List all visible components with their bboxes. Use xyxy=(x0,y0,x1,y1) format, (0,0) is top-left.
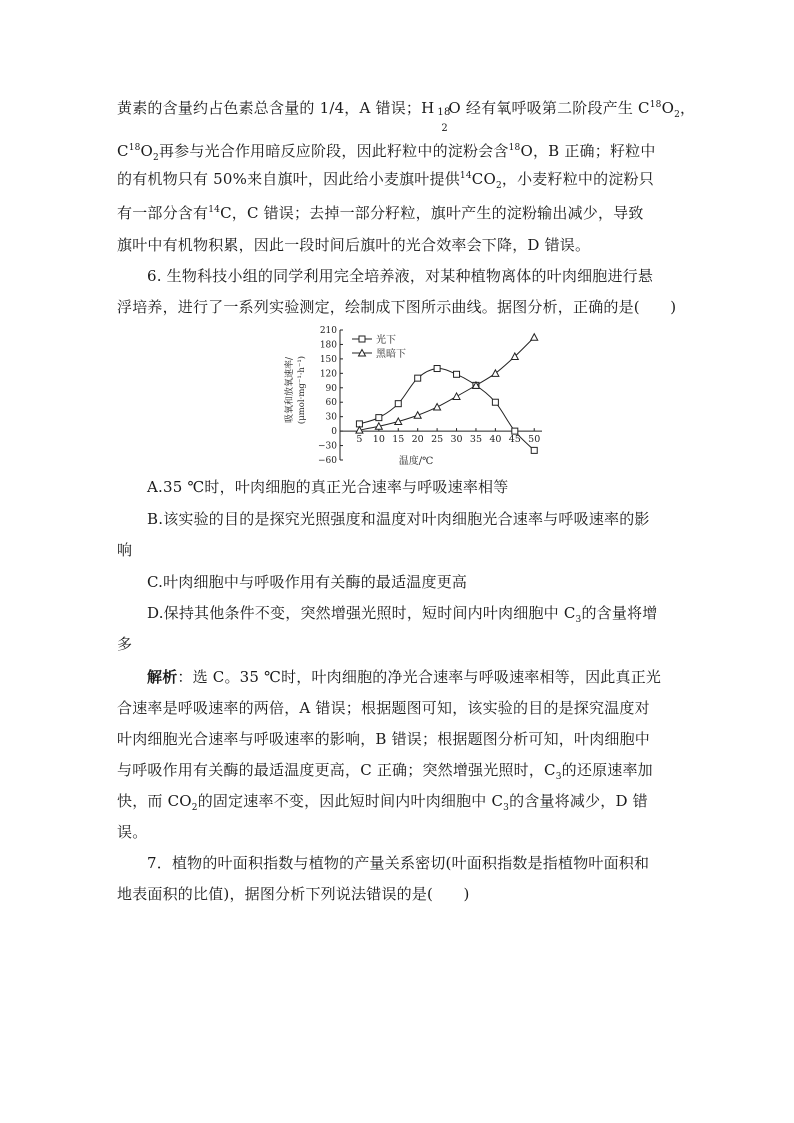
y-tick-label: 90 xyxy=(325,383,337,394)
y-tick-label: −30 xyxy=(318,441,337,452)
light-point xyxy=(395,401,401,407)
prev-line-5: 旗叶中有机物积累，因此一段时间后旗叶的光合效率会下降，D 错误。 xyxy=(117,236,591,254)
x-tick-label: 25 xyxy=(431,434,444,446)
answer-line-2: 合速率是呼吸速率的两倍，A 错误；根据题图可知，该实验的目的是探究温度对 xyxy=(117,699,650,717)
light-point xyxy=(492,399,498,405)
dark-point xyxy=(414,412,421,419)
x-tick-label: 45 xyxy=(508,434,521,446)
x-tick-label: 15 xyxy=(392,434,405,446)
chart-legend xyxy=(352,333,406,360)
x-tick-label: 5 xyxy=(356,434,363,446)
q7-stem-line-2: 地表面积的比值)，据图分析下列说法错误的是( ) xyxy=(117,885,470,903)
x-axis-label: 温度/℃ xyxy=(398,456,434,467)
q6-option-b-line-1: B.该实验的目的是探究光照强度和温度对叶肉细胞光合速率与呼吸速率的影 xyxy=(147,510,650,528)
dark-point xyxy=(434,404,441,411)
light-point xyxy=(531,447,537,453)
prev-line-4: 有一部分含有$^{14}$C，C 错误；去掉一部分籽粒，旗叶产生的淀粉输出减少，导致 xyxy=(117,204,644,222)
answer-line-5: 快，而 $CO_2$的固定速率不变，因此短时间内叶肉细胞中 $C_3$的含量将减少，D 错 xyxy=(117,792,648,813)
x-tick-label: 40 xyxy=(489,434,502,446)
answer-line-3: 叶肉细胞光合速率与呼吸速率的影响，B 错误；根据题图分析可知，叶肉细胞中 xyxy=(117,730,650,748)
y-tick-label: 30 xyxy=(325,412,337,423)
prev-line-1: 黄素的含量约占色素总含量的 1/4，A 错误；H 18 2 O 经有氧呼吸第二阶段产生 $C^{18}O_2$， xyxy=(117,99,696,134)
answer-line-6: 误。 xyxy=(117,823,148,841)
light-point xyxy=(376,415,382,421)
x-tick-label: 10 xyxy=(372,434,385,446)
y-tick-label: 0 xyxy=(331,427,337,438)
q6-stem-line-2: 浮培养，进行了一系列实验测定，绘制成下图所示曲线。据图分析，正确的是( ) xyxy=(117,298,677,316)
y-axis-unit: (μmol·mg⁻¹·h⁻¹) xyxy=(297,355,307,425)
light-point xyxy=(454,371,460,377)
legend-label: 光下 xyxy=(376,335,396,346)
y-tick-label: −60 xyxy=(318,456,337,466)
y-tick-label: 150 xyxy=(319,354,337,365)
q6-option-d-line-1: D.保持其他条件不变，突然增强光照时，短时间内叶肉细胞中 $C_3$的含量将增 xyxy=(147,604,658,625)
q6-option-b-line-2: 响 xyxy=(117,541,133,559)
rate-temperature-chart xyxy=(280,320,550,470)
dark-point xyxy=(453,393,460,400)
y-tick-label: 120 xyxy=(319,369,337,380)
q6-option-a: A.35 ℃时，叶肉细胞的真正光合速率与呼吸速率相等 xyxy=(147,478,509,496)
dark-point xyxy=(531,334,538,341)
light-point xyxy=(434,366,440,372)
prev-line-2: $C^{18}O_2$再参与光合作用暗反应阶段，因此籽粒中的淀粉会含$^{18}$O，B 正确；籽粒中 xyxy=(117,142,656,163)
q7-stem-line-1: 7．植物的叶面积指数与植物的产量关系密切(叶面积指数是指植物叶面积和 xyxy=(147,854,650,872)
x-tick-label: 35 xyxy=(469,434,483,446)
x-tick-label: 30 xyxy=(450,434,463,446)
y-tick-label: 210 xyxy=(319,326,337,336)
answer-line-4: 与呼吸作用有关酶的最适温度更高，C 正确；突然增强光照时，$C_3$的还原速率加 xyxy=(117,761,653,782)
chart-ticks xyxy=(318,326,540,466)
q6-stem-line-1: 6. 生物科技小组的同学利用完全培养液，对某种植物离体的叶肉细胞进行悬 xyxy=(147,267,654,285)
legend-label: 黑暗下 xyxy=(376,349,406,360)
light-point xyxy=(415,375,421,381)
q6-option-c: C.叶肉细胞中与呼吸作用有关酶的最适温度更高 xyxy=(147,573,468,591)
prev-line-3: 的有机物只有 50%来自旗叶，因此给小麦旗叶提供$^{14}CO_2$，小麦籽粒中的淀粉只 xyxy=(117,170,654,191)
y-tick-label: 60 xyxy=(325,398,337,409)
y-axis-label: 吸氧和放氧速率/ xyxy=(285,356,295,424)
x-tick-label: 50 xyxy=(528,434,541,446)
answer-line-1: 解析：选 C。35 ℃时，叶肉细胞的净光合速率与呼吸速率相等，因此真正光 xyxy=(147,668,662,686)
y-tick-label: 180 xyxy=(319,340,337,351)
answer-label: 解析 xyxy=(147,668,178,686)
q6-option-d-line-2: 多 xyxy=(117,635,133,653)
light-point xyxy=(512,428,518,434)
legend-square-marker xyxy=(359,336,365,342)
x-tick-label: 20 xyxy=(411,434,424,446)
